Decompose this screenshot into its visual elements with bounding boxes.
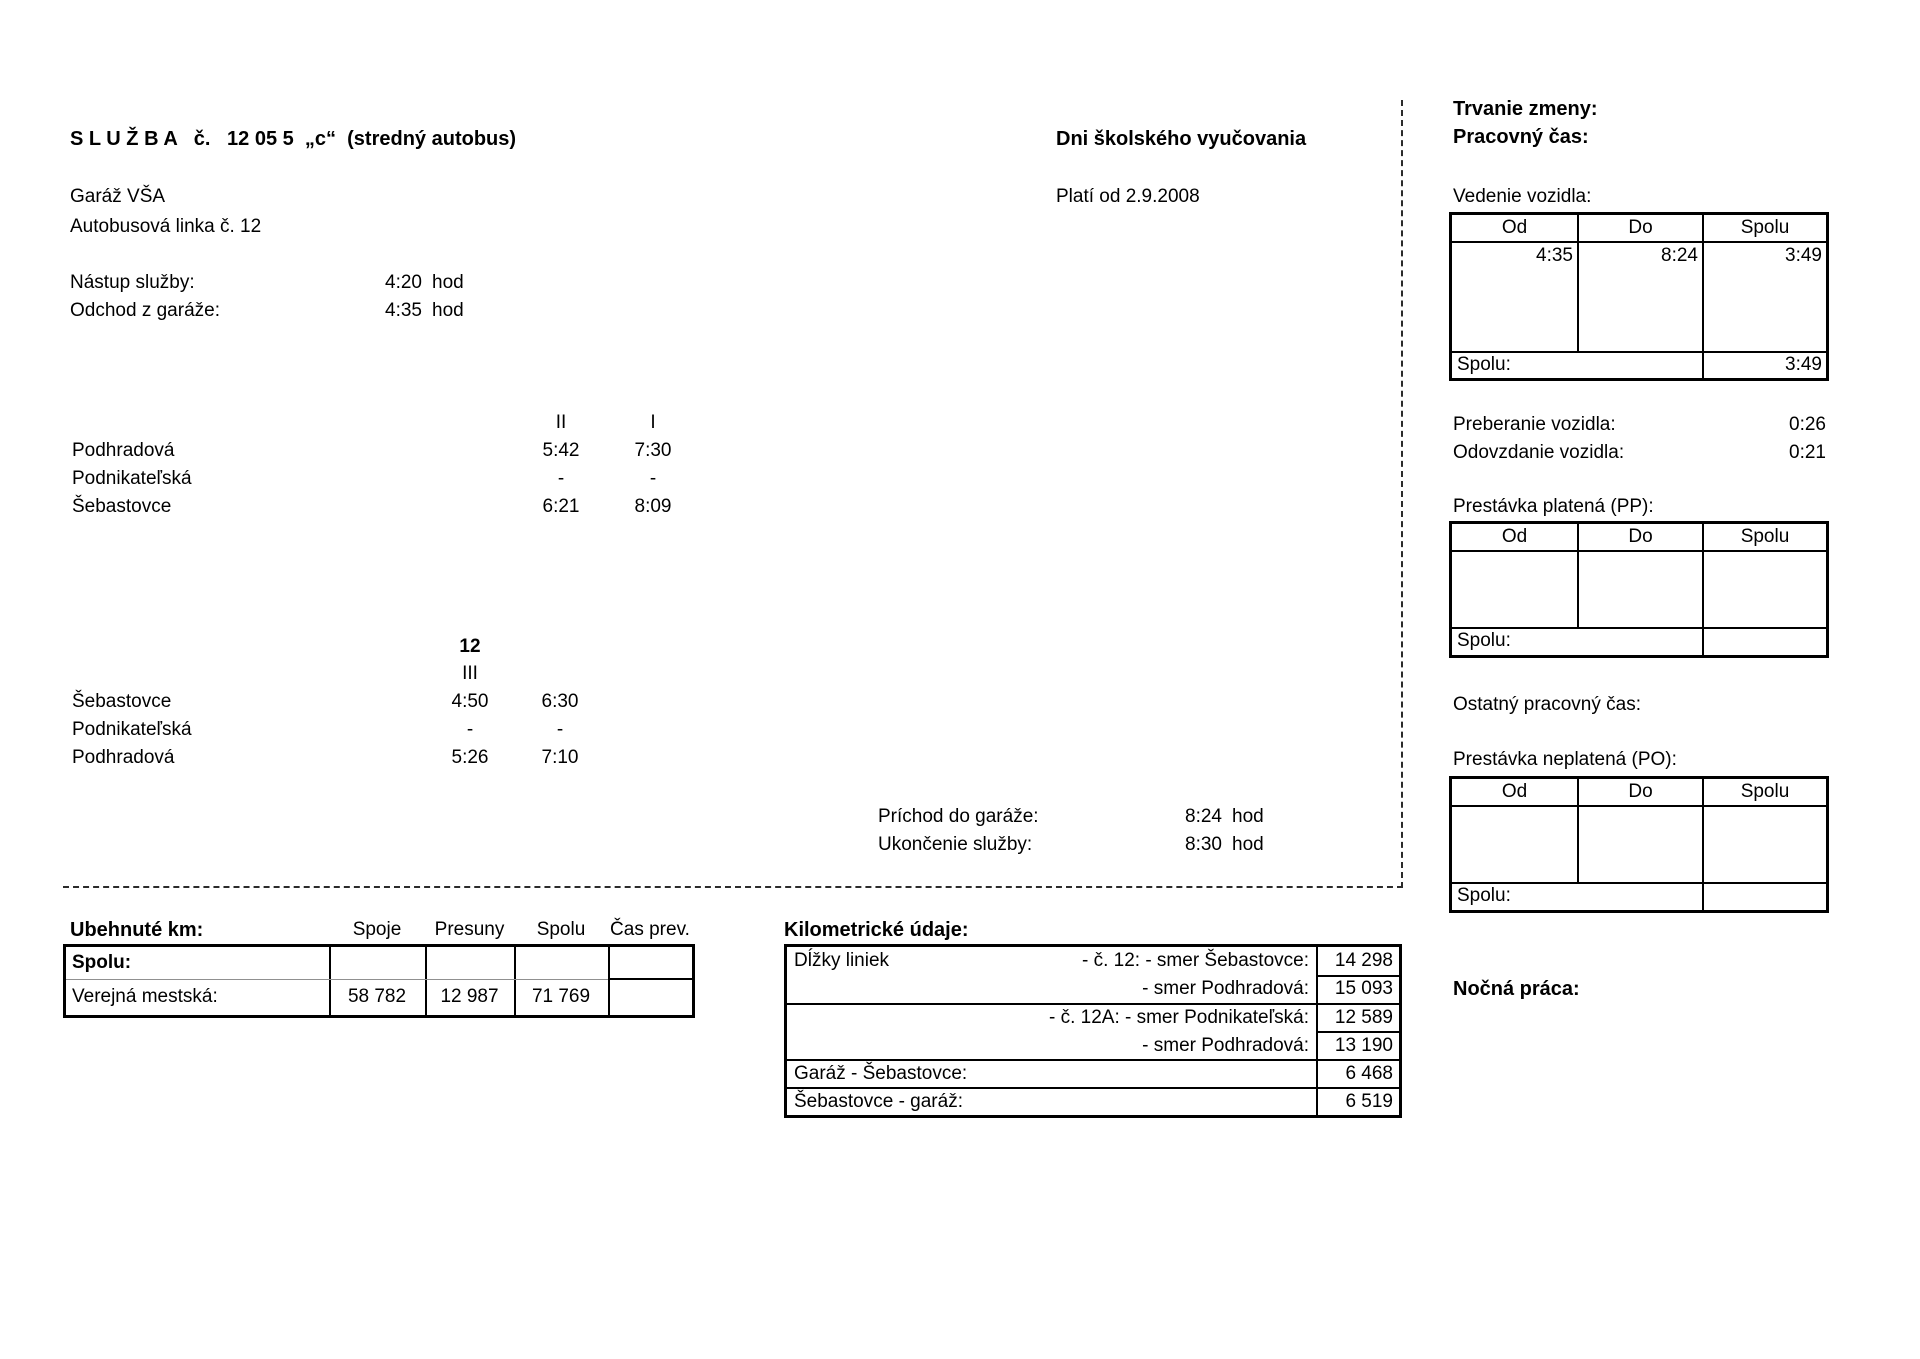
unpaid-break-total-label: Spolu: — [1457, 885, 1511, 906]
other-working-time-label: Ostatný pracovný čas: — [1453, 694, 1641, 715]
stop-name: Podnikateľská — [72, 468, 192, 489]
service-end-value: 8:30 — [1185, 834, 1222, 855]
divider-line — [66, 979, 608, 980]
km-details-row-left: Garáž - Šebastovce: — [794, 1063, 968, 1084]
stop-name: Podnikateľská — [72, 719, 192, 740]
garage-arrival-unit: hod — [1232, 806, 1264, 827]
km-summary-title: Ubehnuté km: — [70, 919, 204, 941]
departure-time: 7:10 — [541, 747, 579, 768]
school-days-note: Dni školského vyučovania — [1056, 128, 1307, 150]
line-number: 12 — [459, 636, 481, 657]
km-details-row-left: Šebastovce - garáž: — [794, 1091, 963, 1112]
departure-time: - — [556, 719, 564, 740]
km-details-table — [784, 944, 1402, 1118]
garage-departure-unit: hod — [432, 300, 464, 321]
garage-departure-label: Odchod z garáže: — [70, 300, 220, 321]
divider-line — [1452, 550, 1826, 552]
service-end-unit: hod — [1232, 834, 1264, 855]
vehicle-takeover-value: 0:26 — [1789, 414, 1826, 435]
driving-total-value: 3:49 — [1785, 354, 1822, 375]
departure-time: - — [466, 719, 474, 740]
departure-time: 6:30 — [541, 691, 579, 712]
paid-break-total-label: Spolu: — [1457, 630, 1511, 651]
divider-line — [608, 978, 692, 980]
valid-from: Platí od 2.9.2008 — [1056, 186, 1200, 207]
driving-to-value: 8:24 — [1661, 245, 1698, 266]
km-details-row-value: 6 519 — [1345, 1091, 1393, 1112]
stop-name: Podhradová — [72, 440, 175, 461]
working-time-title: Pracovný čas: — [1453, 126, 1589, 148]
km-details-row-value: 12 589 — [1334, 1007, 1393, 1028]
driving-from-value: 4:35 — [1536, 245, 1573, 266]
trip-column-header: I — [650, 412, 656, 433]
km-summary-table — [63, 944, 695, 1018]
column-header-od: Od — [1501, 217, 1528, 238]
km-details-row-label: - smer Podhradová: — [1142, 1035, 1309, 1056]
column-header-spolu: Spolu — [1740, 217, 1790, 238]
km-details-title: Kilometrické údaje: — [784, 919, 969, 941]
column-header-od: Od — [1501, 526, 1528, 547]
departure-time: 4:50 — [451, 691, 489, 712]
paid-break-table — [1449, 521, 1829, 658]
km-column-header: Spoje — [352, 919, 402, 940]
trip-column-header: II — [555, 412, 567, 433]
column-header-do: Do — [1628, 217, 1653, 238]
km-details-row-value: 14 298 — [1334, 950, 1393, 971]
departure-time: 8:09 — [634, 496, 672, 517]
vehicle-handover-value: 0:21 — [1789, 442, 1826, 463]
paid-break-label: Prestávka platená (PP): — [1453, 496, 1654, 517]
column-header-od: Od — [1501, 781, 1528, 802]
km-row-label: Verejná mestská: — [72, 986, 218, 1007]
unpaid-break-label: Prestávka neplatená (PO): — [1453, 749, 1677, 770]
service-end-label: Ukončenie služby: — [878, 834, 1033, 855]
trip-column-header: III — [462, 663, 478, 684]
departure-time: 6:21 — [542, 496, 580, 517]
km-details-row-value: 6 468 — [1345, 1063, 1393, 1084]
garage-arrival-value: 8:24 — [1185, 806, 1222, 827]
km-details-row-label: - č. 12: - smer Šebastovce: — [1081, 950, 1309, 971]
garage-departure-value: 4:35 — [385, 300, 422, 321]
km-details-row-value: 15 093 — [1334, 978, 1393, 999]
column-header-do: Do — [1628, 526, 1653, 547]
km-row-label: Spolu: — [72, 952, 132, 973]
km-column-header: Spolu — [536, 919, 586, 940]
vertical-separator-line — [1401, 100, 1403, 888]
km-value-spoje: 58 782 — [347, 986, 407, 1007]
stop-name: Podhradová — [72, 747, 175, 768]
departure-time: 7:30 — [634, 440, 672, 461]
km-details-row-label: - smer Podhradová: — [1142, 978, 1309, 999]
service-start-unit: hod — [432, 272, 464, 293]
km-details-row-value: 13 190 — [1334, 1035, 1393, 1056]
page-title: S L U Ž B A č. 12 05 5 „c“ (stredný autobus) — [70, 128, 517, 150]
km-column-header: Čas prev. — [610, 919, 690, 940]
departure-time: - — [649, 468, 657, 489]
garage-arrival-label: Príchod do garáže: — [878, 806, 1039, 827]
departure-time: 5:42 — [542, 440, 580, 461]
driving-sum-value: 3:49 — [1785, 245, 1822, 266]
bus-line: Autobusová linka č. 12 — [70, 216, 262, 237]
shift-duration-title: Trvanie zmeny: — [1453, 98, 1598, 120]
divider-line — [608, 947, 610, 1015]
column-header-do: Do — [1628, 781, 1653, 802]
night-work-label: Nočná práca: — [1453, 978, 1580, 1000]
driving-total-label: Spolu: — [1457, 354, 1511, 375]
km-column-header: Presuny — [434, 919, 505, 940]
unpaid-break-table — [1449, 776, 1829, 913]
divider-line — [1452, 805, 1826, 807]
service-start-value: 4:20 — [385, 272, 422, 293]
column-header-spolu: Spolu — [1740, 781, 1790, 802]
stop-name: Šebastovce — [72, 691, 172, 712]
column-header-spolu: Spolu — [1740, 526, 1790, 547]
garage-name: Garáž VŠA — [70, 186, 166, 207]
km-details-row-left: Dĺžky liniek — [794, 950, 890, 971]
driving-section-label: Vedenie vozidla: — [1453, 186, 1592, 207]
km-value-spolu: 71 769 — [531, 986, 591, 1007]
departure-time: - — [557, 468, 565, 489]
departure-time: 5:26 — [451, 747, 489, 768]
vehicle-handover-label: Odovzdanie vozidla: — [1453, 442, 1625, 463]
stop-name: Šebastovce — [72, 496, 172, 517]
service-start-label: Nástup služby: — [70, 272, 195, 293]
vehicle-takeover-label: Preberanie vozidla: — [1453, 414, 1616, 435]
km-value-presuny: 12 987 — [440, 986, 499, 1007]
km-details-row-label: - č. 12A: - smer Podnikateľská: — [1048, 1007, 1309, 1028]
horizontal-separator-line — [63, 886, 1403, 888]
driving-time-table — [1449, 212, 1829, 381]
